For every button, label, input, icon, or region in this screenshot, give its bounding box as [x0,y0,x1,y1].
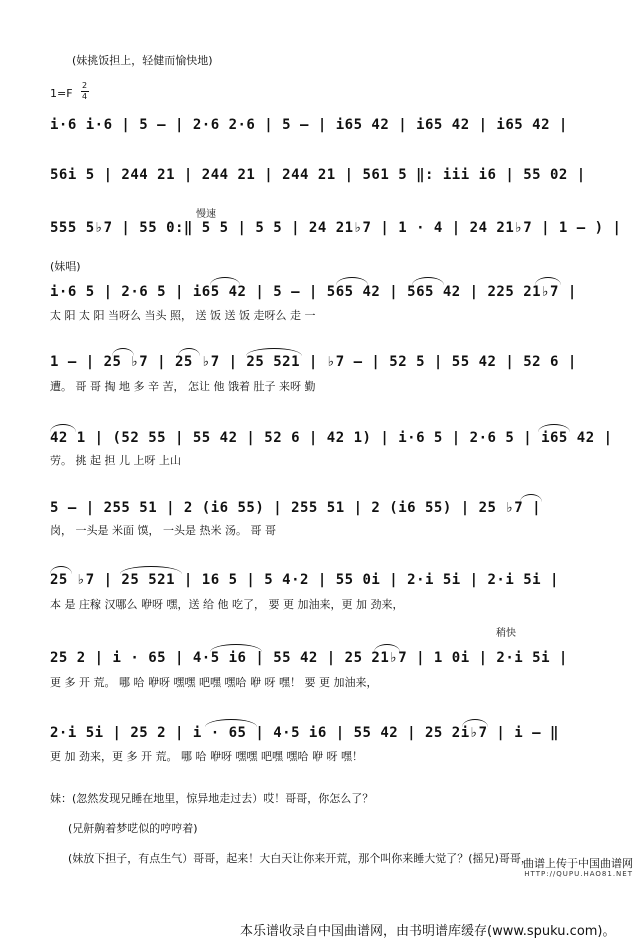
notation-row: 555 5♭7 | 55 0:‖ 5 5 | 5 5 | 24 21♭7 | 1 · 4 | 24 21♭7 | 1 – ) | [50,220,622,236]
slur [374,644,400,652]
slur [210,644,262,652]
slur [538,424,570,432]
lyrics-row: 更 多 开 荒。 哪 哈 咿呀 嘿嘿 吧嘿 嘿哈 咿 呀 嘿！ 要 更 加油来， [50,676,378,689]
slur [210,277,240,285]
slur [412,277,444,285]
time-signature-bottom: 4 [82,92,88,101]
notation-row: i·6 i·6 | 5 – | 2·6 2·6 | 5 – | i65 42 | i65 42 | i65 42 | [50,117,568,133]
notation-row: 25 2 | i · 65 | 4·5 i6 | 55 42 | 25 21♭7 | 1 0i | 2·i 5i | [50,650,568,666]
tempo-marking: 稍快 [496,628,516,639]
slur [246,348,302,356]
notation-row: i·6 5 | 2·6 5 | i65 42 | 5 – | 565 42 | 565 42 | 225 21♭7 | [50,284,577,300]
tempo-marking: 慢速 [196,209,216,220]
dialogue-line: (妹放下担子，有点生气）哥哥，起来！大白天让你来开荒，那个叫你来睡大觉了？(摇兄)哥哥， [68,852,532,865]
watermark-url: HTTP://QUPU.HAO81.NET [524,870,633,878]
slur [336,277,368,285]
slur [205,719,257,727]
slur [120,566,182,574]
slur [462,719,488,727]
singer-label: (妹唱) [50,260,81,273]
notation-row: 56i 5 | 244 21 | 244 21 | 244 21 | 561 5 ‖: iii i6 | 55 02 | [50,167,586,183]
notation-row: 2·i 5i | 25 2 | i · 65 | 4·5 i6 | 55 42 | 25 2i♭7 | i – ‖ [50,725,559,741]
lyrics-row: 劳。 挑 起 担 儿 上呀 上山 [50,454,181,467]
slur [178,348,200,356]
key-signature: 1=F [50,87,73,100]
dialogue-line: 妹：(忽然发现兄睡在地里，惊异地走过去）哎！哥哥，你怎么了？ [50,792,374,805]
watermark-title: 曲谱上传于中国曲谱网 [523,857,633,870]
notation-row: 5 – | 255 51 | 2 (i6 55) | 255 51 | 2 (i6 55) | 25 ♭7 | [50,500,542,516]
lyrics-row: 遭。 哥 哥 掏 地 多 辛 苦， 怎让 他 饿着 肚子 来呀 勤 [50,380,316,393]
performance-direction: (妹挑饭担上，轻健而愉快地) [72,54,213,67]
slur [520,494,542,502]
notation-row: 42 1 | (52 55 | 55 42 | 52 6 | 42 1) | i·6 5 | 2·6 5 | i65 42 | [50,430,613,446]
notation-row: 1 – | 25 ♭7 | 25 ♭7 | 25 521 | ♭7 – | 52 5 | 55 42 | 52 6 | [50,354,577,370]
slur [112,348,134,356]
time-signature-top: 2 [82,81,88,90]
lyrics-row: 岗， 一头是 米面 馍， 一头是 热米 汤。 哥 哥 [50,524,276,537]
notation-row: 25 ♭7 | 25 521 | 16 5 | 5 4·2 | 55 0i | 2·i 5i | 2·i 5i | [50,572,559,588]
lyrics-row: 更 加 劲来，更 多 开 荒。 哪 哈 咿呀 嘿嘿 吧嘿 嘿哈 咿 呀 嘿！ [50,750,363,763]
slur [535,277,561,285]
slur [50,566,72,574]
lyrics-row: 本 是 庄稼 汉哪么 咿呀 嘿，送 给 他 吃了， 要 更 加油来，更 加 劲来， [50,598,404,611]
footer-credit: 本乐谱收录自中国曲谱网，由书明谱库缓存(www.spuku.com)。 [240,924,616,939]
lyrics-row: 太 阳 太 阳 当呀么 当头 照， 送 饭 送 饭 走呀么 走 一 [50,309,316,322]
slur [50,424,76,432]
dialogue-line: (兄鼾齁着梦呓似的哼哼着) [68,822,198,835]
